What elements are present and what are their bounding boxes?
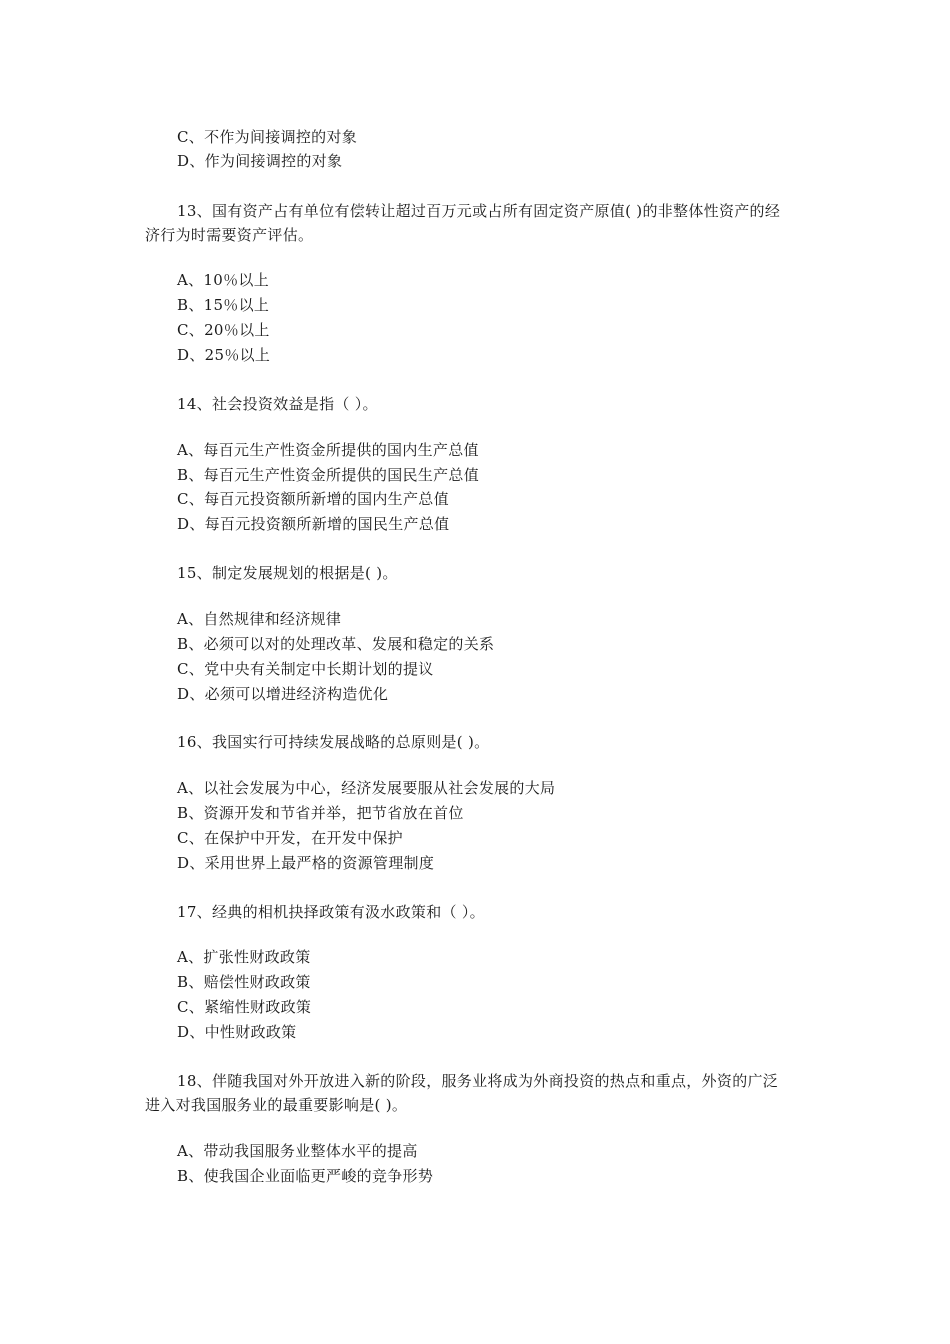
question-15: 15、制定发展规划的根据是( )。: [177, 564, 398, 582]
option-15-d: D、必须可以增进经济构造优化: [177, 685, 389, 703]
option-17-d: D、中性财政政策: [177, 1023, 297, 1041]
option-15-a: A、自然规律和经济规律: [177, 610, 342, 628]
question-16: 16、我国实行可持续发展战略的总原则是( )。: [177, 733, 490, 751]
option-12-d: D、作为间接调控的对象: [177, 152, 343, 170]
question-14: 14、社会投资效益是指（ ）。: [177, 395, 378, 413]
option-15-c: C、党中央有关制定中长期计划的提议: [177, 660, 434, 678]
option-17-a: A、扩张性财政政策: [177, 948, 311, 966]
question-18-line-1: 18、伴随我国对外开放进入新的阶段，服务业将成为外商投资的热点和重点，外资的广泛: [177, 1072, 779, 1090]
option-16-a: A、以社会发展为中心，经济发展要服从社会发展的大局: [177, 779, 556, 797]
question-18-line-2: 进入对我国服务业的最重要影响是( )。: [145, 1096, 408, 1114]
question-13-line-1: 13、国有资产占有单位有偿转让超过百万元或占所有固定资产原值( )的非整体性资产的经: [177, 202, 781, 220]
option-15-b: B、必须可以对的处理改革、发展和稳定的关系: [177, 635, 495, 653]
question-17: 17、经典的相机抉择政策有汲水政策和（ ）。: [177, 903, 485, 921]
option-16-d: D、采用世界上最严格的资源管理制度: [177, 854, 435, 872]
question-13-line-2: 济行为时需要资产评估。: [145, 226, 314, 244]
option-18-b: B、使我国企业面临更严峻的竞争形势: [177, 1167, 434, 1185]
option-17-b: B、赔偿性财政政策: [177, 973, 311, 991]
option-17-c: C、紧缩性财政政策: [177, 998, 312, 1016]
option-14-a: A、每百元生产性资金所提供的国内生产总值: [177, 441, 479, 459]
option-14-d: D、每百元投资额所新增的国民生产总值: [177, 515, 450, 533]
option-18-a: A、带动我国服务业整体水平的提高: [177, 1142, 418, 1160]
option-14-b: B、每百元生产性资金所提供的国民生产总值: [177, 466, 480, 484]
option-12-c: C、不作为间接调控的对象: [177, 128, 358, 146]
option-14-c: C、每百元投资额所新增的国内生产总值: [177, 490, 449, 508]
option-13-d: D、25％以上: [177, 346, 271, 364]
option-13-b: B、15％以上: [177, 296, 270, 314]
option-13-c: C、20％以上: [177, 321, 270, 339]
option-16-b: B、资源开发和节省并举，把节省放在首位: [177, 804, 464, 822]
option-16-c: C、在保护中开发，在开发中保护: [177, 829, 403, 847]
option-13-a: A、10％以上: [177, 271, 270, 289]
